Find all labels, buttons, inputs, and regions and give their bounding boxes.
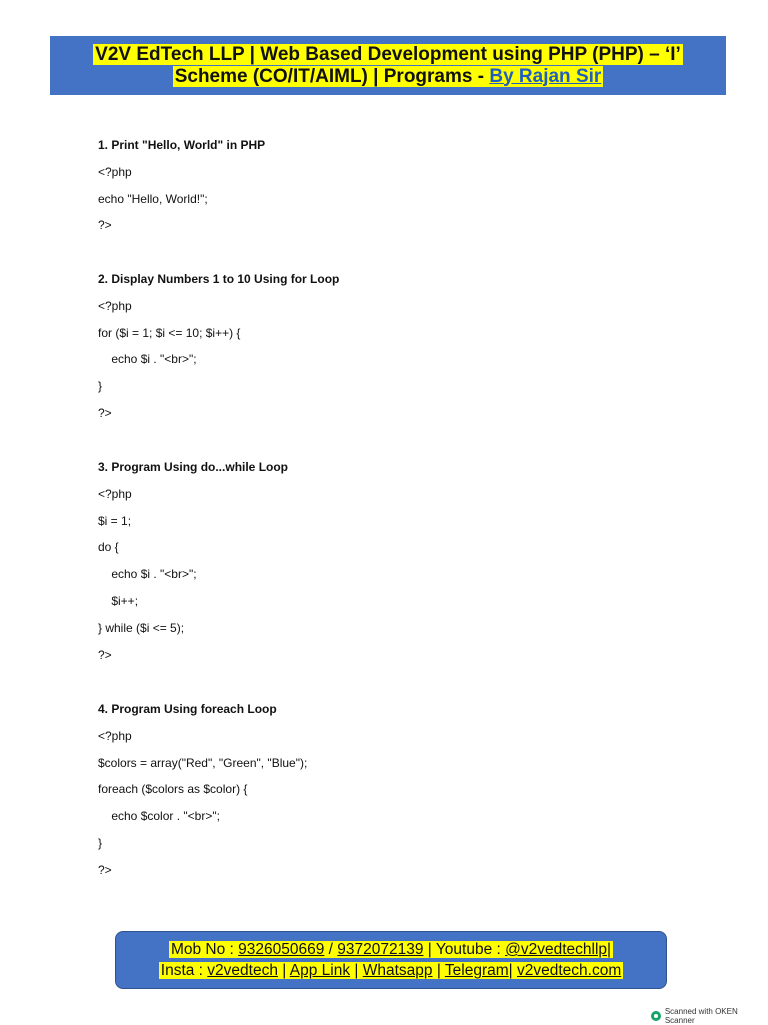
program-heading: 2. Display Numbers 1 to 10 Using for Loop — [98, 272, 340, 286]
code-line: ?> — [98, 862, 112, 877]
code-line: echo $color . "<br>"; — [98, 809, 220, 824]
phone-separator: / — [324, 941, 338, 958]
code-line: do { — [98, 540, 119, 555]
program-heading: 3. Program Using do...while Loop — [98, 460, 289, 474]
code-line: <?php — [98, 164, 132, 179]
website-link[interactable]: v2vedtech.com — [516, 962, 622, 979]
youtube-pipe: | — [607, 941, 612, 958]
scanner-text: Scanned with OKEN Scanner — [664, 1007, 738, 1025]
phone-link-1[interactable]: 9326050669 — [238, 941, 325, 958]
phone-link-2[interactable]: 9372072139 — [337, 941, 424, 958]
footer-line-2 — [159, 960, 623, 981]
footer-contact-box — [115, 931, 667, 989]
code-line: echo "Hello, World!"; — [98, 191, 208, 206]
code-line: $i++; — [98, 594, 139, 608]
youtube-label: | Youtube : — [423, 941, 506, 958]
insta-label: Insta : — [160, 962, 208, 979]
code-line: ?> — [98, 406, 112, 420]
separator: | — [277, 962, 290, 979]
scanner-watermark — [651, 1007, 768, 1025]
program-heading: 4. Program Using foreach Loop — [98, 702, 277, 716]
code-line: $i = 1; — [98, 513, 132, 528]
mob-label: Mob No : — [170, 941, 239, 958]
footer-line-1 — [169, 939, 613, 960]
code-line: for ($i = 1; $i <= 10; $i++) { — [98, 325, 241, 340]
separator: | — [432, 962, 445, 979]
header-subtitle-text: Scheme (CO/IT/AIML) | Programs - — [174, 65, 490, 87]
code-line: echo $i . "<br>"; — [98, 567, 197, 582]
code-line: ?> — [98, 218, 112, 233]
author-link[interactable]: By Rajan Sir — [489, 65, 602, 87]
whatsapp-link[interactable]: Whatsapp — [362, 962, 433, 979]
code-line: } — [98, 836, 103, 850]
separator: | — [508, 962, 517, 979]
header-banner — [50, 36, 726, 95]
header-title-text: V2V EdTech LLP | Web Based Development using PHP (PHP) – ‘I’ — [95, 43, 681, 65]
code-line: echo $i . "<br>"; — [98, 352, 197, 367]
code-line: $colors = array("Red", "Green", "Blue"); — [98, 755, 308, 770]
code-line: foreach ($colors as $color) { — [98, 782, 248, 797]
code-line: } while ($i <= 5); — [98, 620, 185, 635]
code-line: <?php — [98, 486, 132, 501]
code-line: <?php — [98, 298, 132, 313]
code-line: <?php — [98, 728, 132, 743]
separator: | — [350, 962, 363, 979]
telegram-link[interactable]: Telegram — [444, 962, 509, 979]
app-link[interactable]: App Link — [289, 962, 351, 979]
program-heading: 1. Print "Hello, World" in PHP — [98, 138, 266, 152]
code-line: } — [98, 379, 103, 394]
youtube-link[interactable]: @v2vedtechllp — [505, 941, 608, 958]
scanner-logo-icon — [651, 1011, 661, 1021]
code-line: ?> — [98, 647, 112, 662]
header-title-line1 — [93, 44, 683, 66]
header-title-line2 — [173, 66, 604, 88]
insta-link[interactable]: v2vedtech — [207, 962, 278, 979]
